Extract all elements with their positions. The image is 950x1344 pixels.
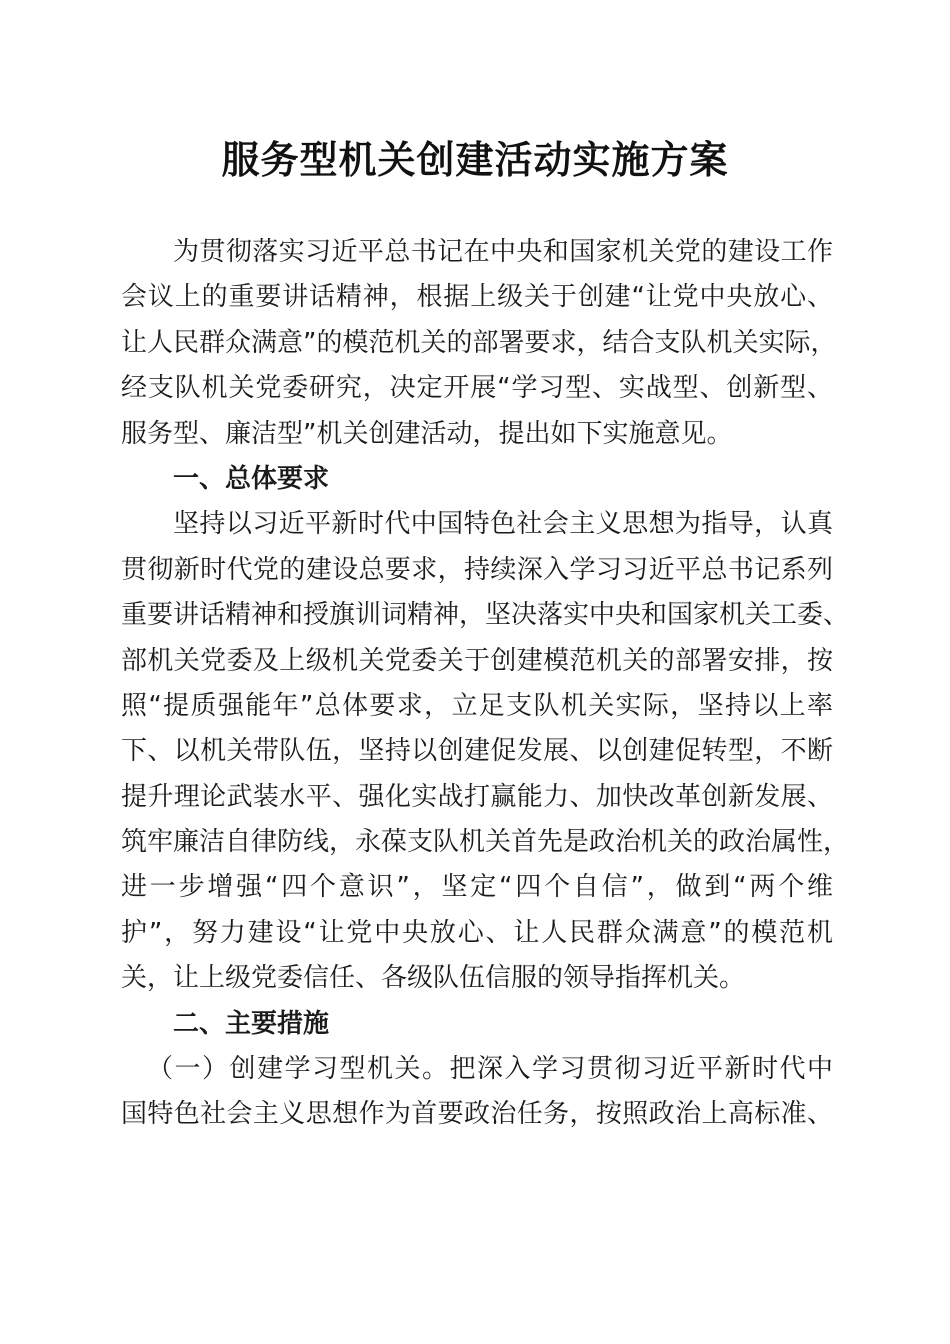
intro-line: 服务型、廉洁型”机关创建活动，提出如下实施意见。 [121, 418, 733, 449]
document-title: 服务型机关创建活动实施方案 [221, 137, 729, 182]
intro-line: 为贯彻落实习近平总书记在中央和国家机关党的建设工作 [173, 237, 833, 267]
section1-line: 部机关党委及上级机关党委关于创建模范机关的部署安排，按 [121, 645, 833, 676]
section1-line: 坚持以习近平新时代中国特色社会主义思想为指导，认真 [173, 509, 833, 540]
section2-line: 国特色社会主义思想作为首要政治任务，按照政治上高标准、 [121, 1099, 833, 1130]
section1-line: 关，让上级党委信任、各级队伍信服的领导指挥机关。 [121, 963, 746, 994]
section-heading-main-measures: 二、主要措施 [173, 1008, 330, 1039]
document-body [121, 230, 850, 1138]
section1-line: 照“提质强能年”总体要求，立足支队机关实际，坚持以上率 [121, 690, 833, 721]
section1-line: 提升理论武装水平、强化实战打赢能力、加快改革创新发展、 [121, 781, 833, 812]
intro-line: 让人民群众满意”的模范机关的部署要求，结合支队机关实际， [121, 327, 837, 358]
intro-line: 经支队机关党委研究，决定开展“学习型、实战型、创新型、 [121, 373, 833, 404]
section1-line: 贯彻新时代党的建设总要求，持续深入学习习近平总书记系列 [121, 554, 833, 585]
section1-line: 下、以机关带队伍，坚持以创建促发展、以创建促转型，不断 [121, 736, 833, 767]
section1-line: 进一步增强“四个意识”，坚定“四个自信”，做到“两个维 [121, 872, 833, 903]
section1-line: 筑牢廉洁自律防线，永葆支队机关首先是政治机关的政治属性， [121, 827, 850, 858]
section1-line: 护”，努力建设“让党中央放心、让人民群众满意”的模范机 [121, 917, 833, 948]
intro-line: 会议上的重要讲话精神，根据上级关于创建“让党中央放心、 [121, 282, 833, 313]
section1-line: 重要讲话精神和授旗训词精神，坚决落实中央和国家机关工委、 [121, 600, 850, 631]
section2-line: （一）创建学习型机关。把深入学习贯彻习近平新时代中 [147, 1054, 833, 1085]
section-heading-general-requirements: 一、总体要求 [173, 463, 330, 494]
